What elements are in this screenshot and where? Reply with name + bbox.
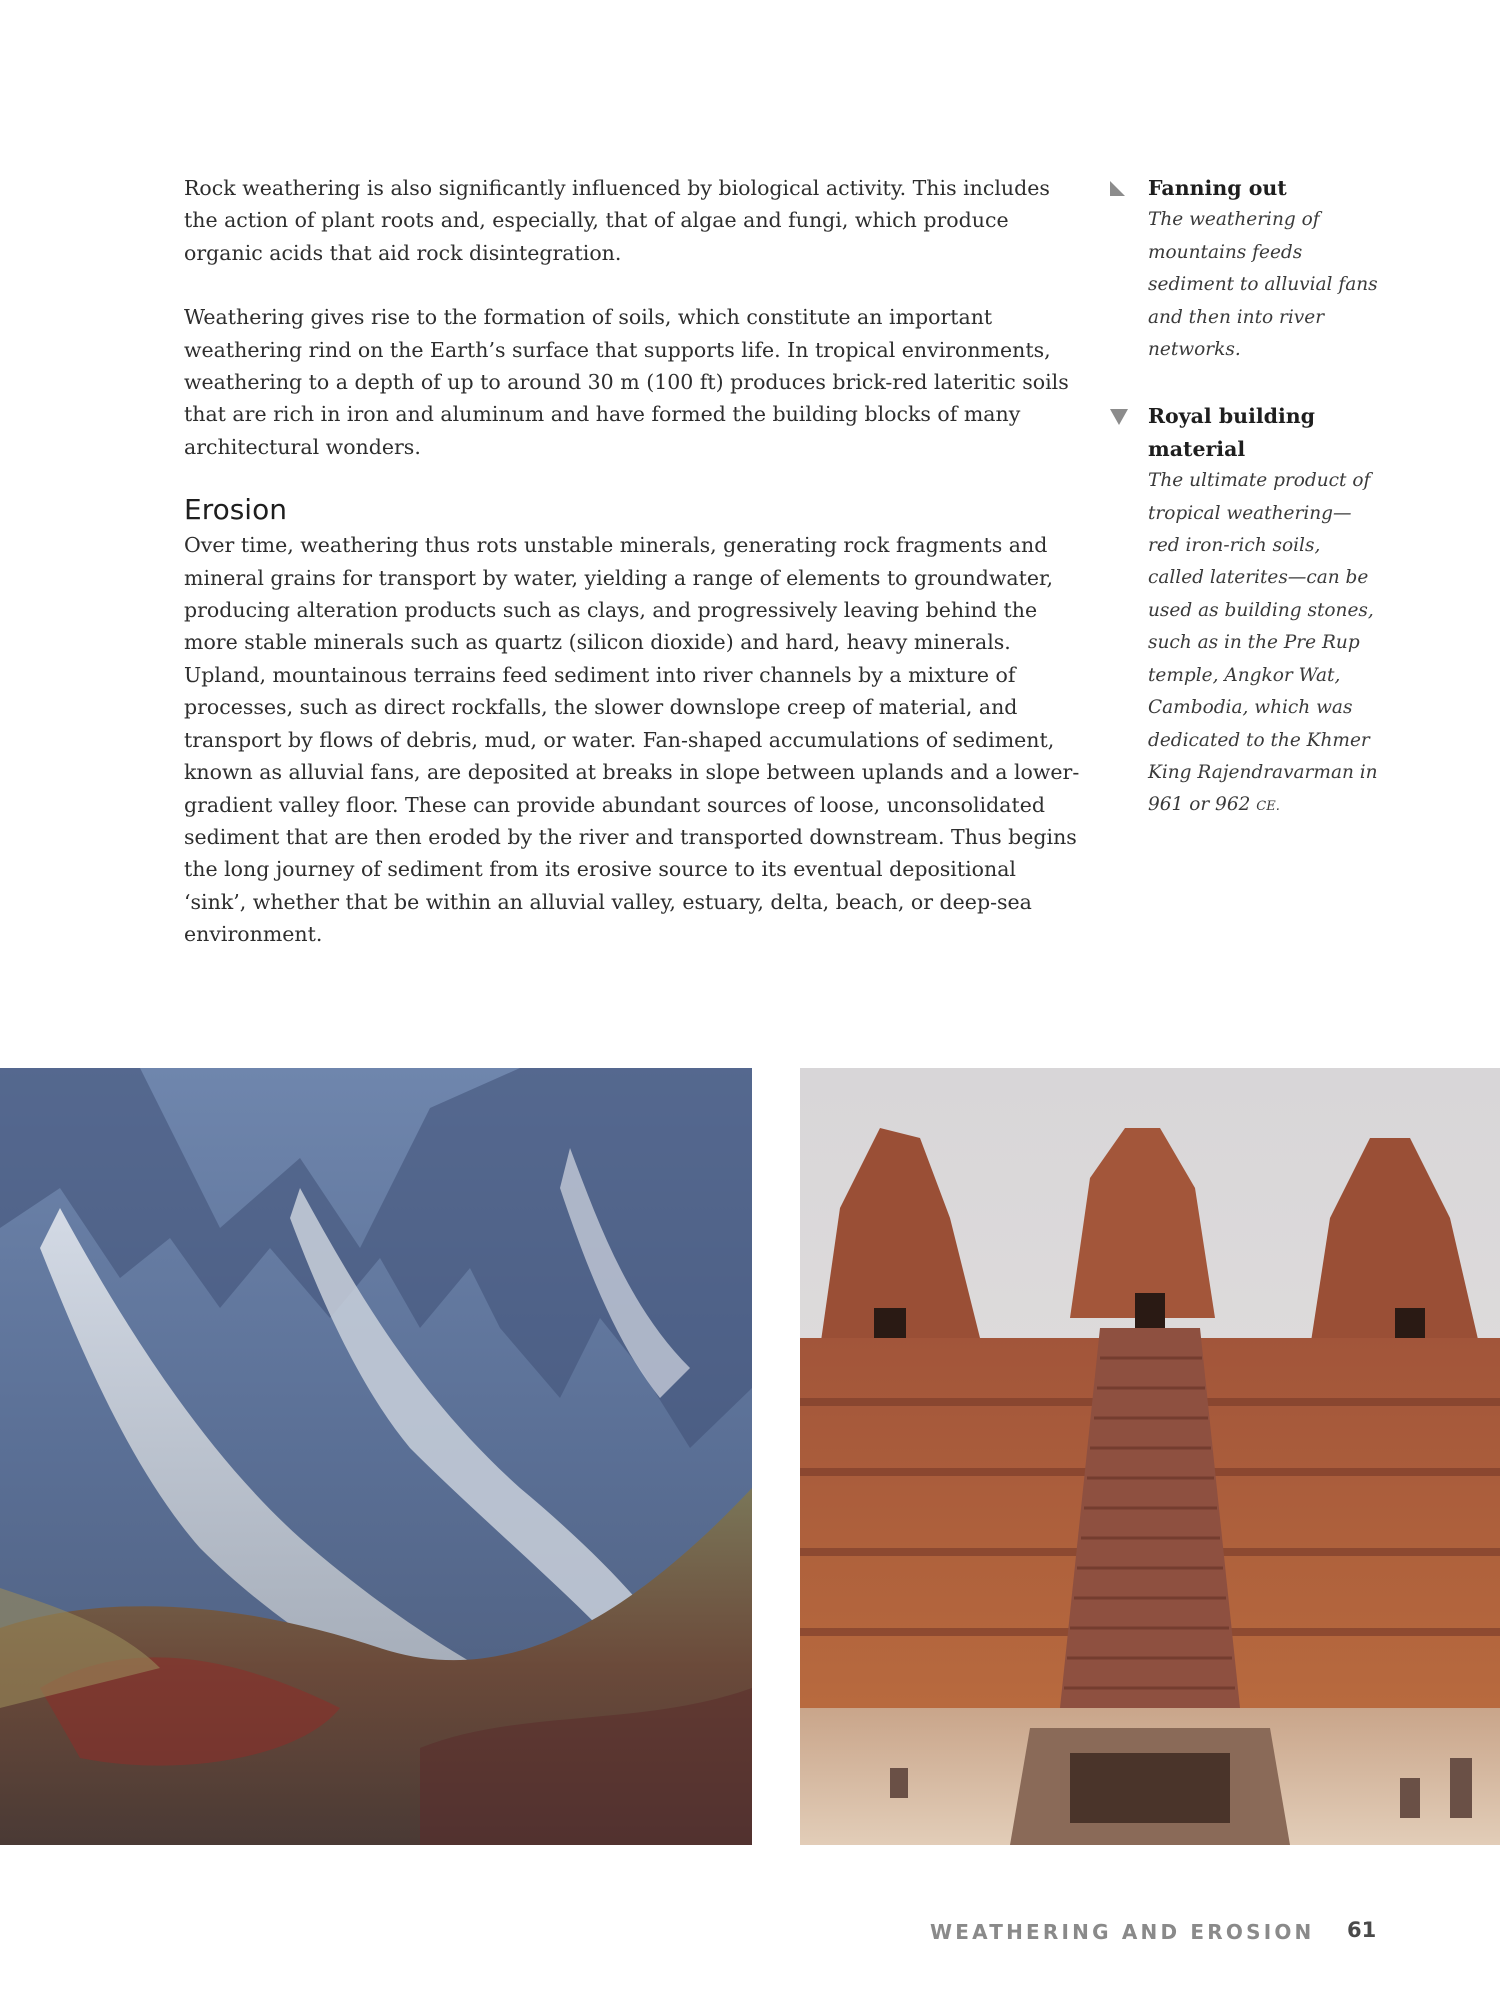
section-heading-erosion: Erosion: [184, 493, 287, 527]
caption-column: [1108, 172, 1378, 824]
caption-body-text: The ultimate product of tropical weathering—red iron-rich soils, called laterites—can be used as building stones, such as in the Pre Rup temple, Angkor Wat, Cambodia, which was dedicated to the Khmer King Rajendravarman in 961 or 962: [1148, 470, 1378, 816]
running-section-title: WEATHERING AND EROSION: [930, 1920, 1315, 1944]
page-number: 61: [1347, 1918, 1377, 1942]
main-text-column: [184, 172, 1084, 951]
body-paragraph-soils: Weathering gives rise to the formation of soils, which constitute an important weathering rind on the Earth’s surface that supports life. In tropical environments, weathering to a depth of up to around 30 m (100 ft) produces brick-red lateritic soils that are rich in iron and aluminum and have formed the building blocks of many architectural wonders.: [184, 305, 1069, 459]
caption-royal-building-material: [1108, 400, 1378, 823]
down-arrow-icon: [1110, 409, 1128, 425]
page-footer: [0, 1918, 1500, 1954]
caption-fanning-out: [1108, 172, 1378, 366]
corner-arrow-icon: [1110, 181, 1125, 196]
pre-rup-temple-photo: [800, 1068, 1500, 1845]
caption-body: [1148, 465, 1378, 823]
caption-title: Fanning out: [1148, 176, 1287, 200]
alluvial-fan-mountain-photo: [0, 1068, 752, 1845]
body-paragraph-erosion: Over time, weathering thus rots unstable minerals, generating rock fragments and mineral grains for transport by water, yielding a range of elements to groundwater, producing alteration products such as clays, and progressively leaving behind the more stable minerals such as quartz (silicon dioxide) and hard, heavy minerals. Upland, mountainous terrains feed sediment into river channels by a mixture of processes, such as direct rockfalls, the slower downslope creep of material, and transport by flows of debris, mud, or water. Fan-shaped accumulations of sediment, known as alluvial fans, are deposited at breaks in slope between uplands and a lower-gradient valley floor. These can provide abundant sources of loose, unconsolidated sediment that are then eroded by the river and transported downstream. Thus begins the long journey of sediment from its erosive source to its eventual depositional ‘sink’, whether that be within an alluvial valley, estuary, delta, beach, or deep-sea environment.: [184, 533, 1080, 947]
era-label: CE.: [1256, 799, 1280, 815]
body-paragraph-biological: Rock weathering is also significantly influenced by biological activity. This includes the action of plant roots and, especially, that of algae and fungi, which produce organic acids that aid rock disintegration.: [184, 176, 1050, 265]
caption-title: Royal building material: [1148, 404, 1316, 461]
caption-body: The weathering of mountains feeds sediment to alluvial fans and then into river networks.: [1148, 209, 1378, 361]
